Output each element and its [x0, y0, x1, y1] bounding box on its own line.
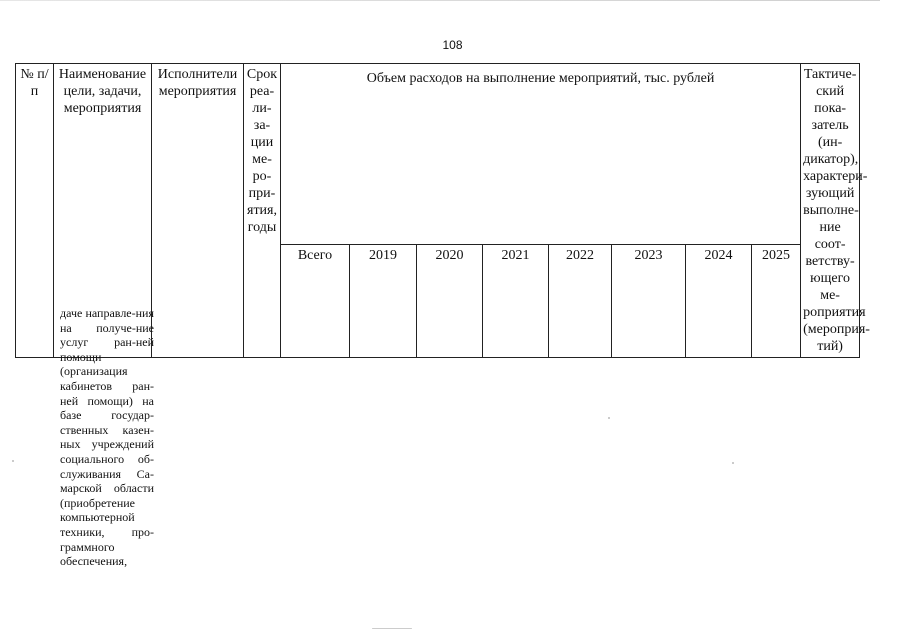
continuation-text: даче направле-ния на получе-ние услуг ран-ней помощи (организация кабинетов ран-ней помощи) на базе государ-ственных казен-ных учреждений социального об-служивания Са-марской области (приобретение компьютерной техники, про-граммного обеспечения,	[60, 306, 154, 569]
subheader-year-2022: 2022	[549, 244, 612, 358]
header-expenses: Объем расходов на выполнение мероприятий, тыс. рублей	[281, 64, 801, 245]
subheader-year-2019: 2019	[350, 244, 417, 358]
subheader-total: Всего	[281, 244, 350, 358]
scan-speck	[372, 628, 412, 629]
page-number: 108	[442, 38, 463, 52]
header-name: Наименование цели, задачи, мероприятия	[54, 64, 152, 358]
header-indicator: Тактиче-ский пока-затель (ин-дикатор), характери-зующий выполне-ние соот-ветству-ющего ме-роприятия (мероприя-тий)	[801, 64, 860, 358]
subheader-year-2020: 2020	[417, 244, 483, 358]
page-edge	[0, 0, 880, 1]
subheader-year-2023: 2023	[612, 244, 686, 358]
header-period: Срок реа-ли-за-ции ме-ро-при-ятия, годы	[244, 64, 281, 358]
subheader-year-2024: 2024	[686, 244, 752, 358]
scan-speck	[732, 462, 734, 464]
scan-speck	[608, 417, 610, 419]
scan-speck	[12, 460, 14, 462]
header-num: № п/п	[16, 64, 54, 358]
header-executors: Исполнители мероприятия	[152, 64, 244, 358]
subheader-year-2025: 2025	[752, 244, 801, 358]
subheader-year-2021: 2021	[483, 244, 549, 358]
